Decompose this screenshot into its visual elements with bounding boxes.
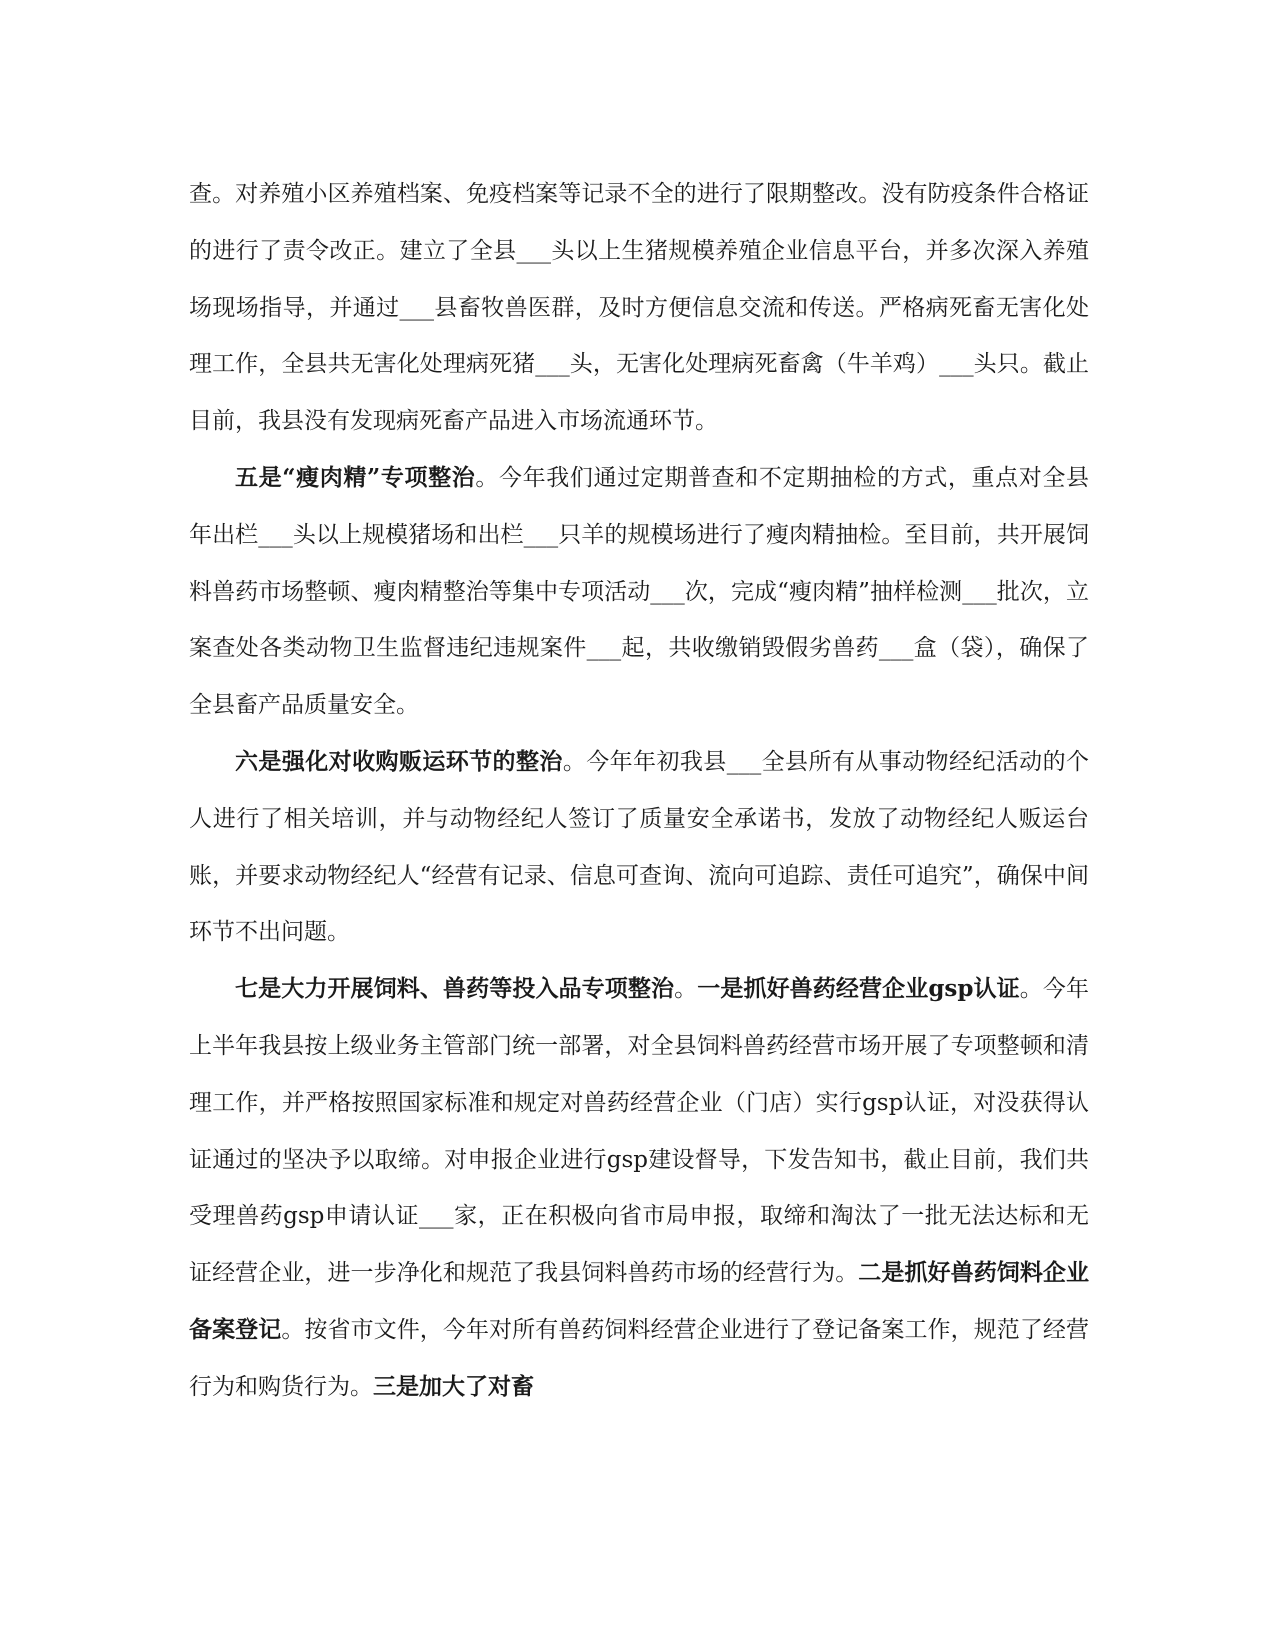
paragraph-text: 。 bbox=[674, 976, 698, 1003]
paragraph-text: 。今年我们通过定期普查和不定期抽检的方式，重点对全县年出栏___头以上规模猪场和出栏___只羊的规模场进行了瘦肉精抽检。至目前，共开展饲料兽药市场整顿、瘦肉精整治等集中专项活动___次，完成“瘦肉精”抽样检测___批次，立案查处各类动物卫生监督违纪违规案件___起，共收缴销毁假劣兽药___盒（袋），确保了全县畜产品质量安全。 bbox=[189, 464, 1089, 719]
paragraph-text: 。今年年初我县___全县所有从事动物经纪活动的个人进行了相关培训，并与动物经纪人签订了质量安全承诺书，发放了动物经纪人贩运台账，并要求动物经纪人“经营有记录、信息可查询、流向可追踪、责任可追究”，确保中间环节不出问题。 bbox=[189, 748, 1090, 946]
paragraph-1 bbox=[189, 166, 1089, 450]
paragraph-3 bbox=[189, 734, 1089, 961]
document-body bbox=[189, 166, 1089, 1416]
section-heading-seven: 七是大力开展饲料、兽药等投入品专项整治 bbox=[235, 975, 675, 1003]
paragraph-2 bbox=[189, 450, 1089, 734]
subheading-one: 一是抓好兽药经营企业gsp认证 bbox=[697, 975, 1020, 1003]
paragraph-text: 查。对养殖小区养殖档案、免疫档案等记录不全的进行了限期整改。没有防疫条件合格证的进行了责令改正。建立了全县___头以上生猪规模养殖企业信息平台，并多次深入养殖场现场指导，并通过___县畜牧兽医群，及时方便信息交流和传送。严格病死畜无害化处理工作，全县共无害化处理病死猪___头，无害化处理病死畜禽（牛羊鸡）___头只。截止目前，我县没有发现病死畜产品进入市场流通环节。 bbox=[189, 181, 1089, 435]
paragraph-4 bbox=[189, 961, 1089, 1415]
section-heading-five: 五是“瘦肉精”专项整治 bbox=[235, 463, 476, 491]
paragraph-text: 。按省市文件，今年对所有兽药饲料经营企业进行了登记备案工作，规范了经营行为和购货行为。 bbox=[189, 1316, 1090, 1400]
subheading-two: 二是抓好兽药饲料企业备案登记 bbox=[189, 1259, 1090, 1343]
subheading-three: 三是加大了对畜 bbox=[373, 1372, 534, 1400]
paragraph-text: 。今年上半年我县按上级业务主管部门统一部署，对全县饲料兽药经营市场开展了专项整顿和清理工作，并严格按照国家标准和规定对兽药经营企业（门店）实行gsp认证，对没获得认证通过的坚决予以取缔。对申报企业进行gsp建设督导，下发告知书，截止目前，我们共受理兽药gsp申请认证___家，正在积极向省市局申报，取缔和淘汰了一批无法达标和无证经营企业，进一步净化和规范了我县饲料兽药市场的经营行为。 bbox=[189, 976, 1090, 1287]
section-heading-six: 六是强化对收购贩运环节的整治 bbox=[235, 747, 563, 775]
